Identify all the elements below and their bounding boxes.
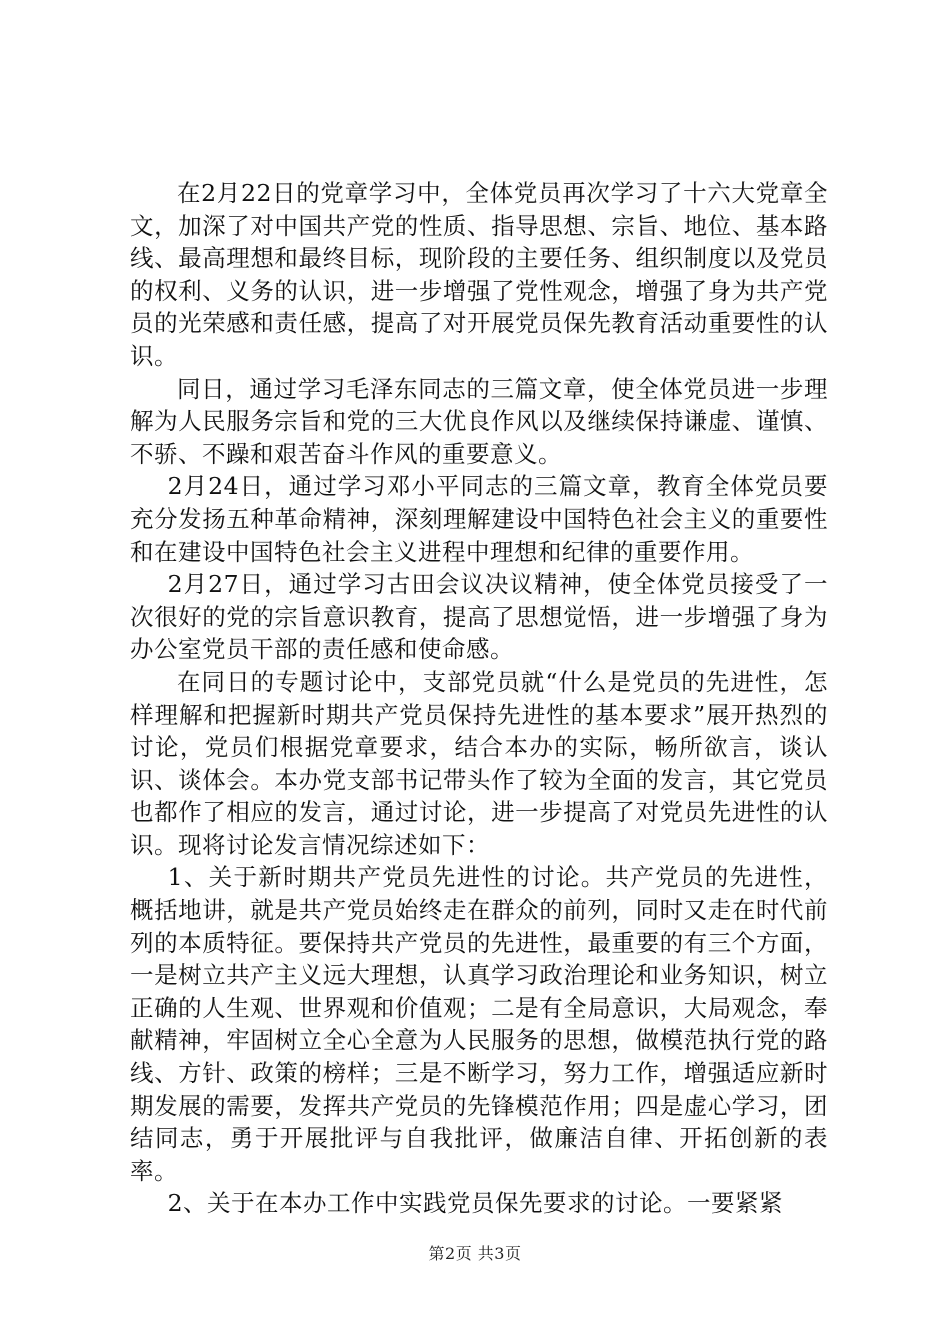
paragraph-mao-articles: 同日，通过学习毛泽东同志的三篇文章，使全体党员进一步理解为人民服务宗旨和党的三大优良作风以及继续保持谦虚、谨慎、不骄、不躁和艰苦奋斗作风的重要意义。 <box>130 374 828 468</box>
paragraph-deng-articles: 2月24日，通过学习邓小平同志的三篇文章，教育全体党员要充分发扬五种革命精神，深刻理解建设中国特色社会主义的重要性和在建设中国特色社会主义进程中理想和纪律的重要作用。 <box>130 472 828 566</box>
document-body <box>130 177 828 1220</box>
page-number-footer: 第2页 共3页 <box>428 1244 522 1263</box>
paragraph-discussion-point-1: 1、关于新时期共产党员先进性的讨论。共产党员的先进性，概括地讲，就是共产党员始终走在群众的前列，同时又走在时代前列的本质特征。要保持共产党员的先进性，最重要的有三个方面，一是树立共产主义远大理想，认真学习政治理论和业务知识，树立正确的人生观、世界观和价值观；二是有全局意识，大局观念，奉献精神，牢固树立全心全意为人民服务的思想，做模范执行党的路线、方针、政策的榜样；三是不断学习，努力工作，增强适应新时期发展的需要，发挥共产党员的先锋模范作用；四是虚心学习，团结同志，勇于开展批评与自我批评，做廉洁自律、开拓创新的表率。 <box>130 863 828 1185</box>
paragraph-gutian-meeting: 2月27日，通过学习古田会议决议精神，使全体党员接受了一次很好的党的宗旨意识教育，提高了思想觉悟，进一步增强了身为办公室党员干部的责任感和使命感。 <box>130 570 828 664</box>
paragraph-discussion-point-2: 2、关于在本办工作中实践党员保先要求的讨论。一要紧紧 <box>167 1189 784 1218</box>
paragraph-topic-discussion: 在同日的专题讨论中，支部党员就“什么是党员的先进性，怎样理解和把握新时期共产党员保持先进性的基本要求”展开热烈的讨论，党员们根据党章要求，结合本办的实际，畅所欲言，谈认识、谈体会。本办党支部书记带头作了较为全面的发言，其它党员也都作了相应的发言，通过讨论，进一步提高了对党员先进性的认识。现将讨论发言情况综述如下： <box>130 667 828 859</box>
paragraph-party-constitution-study: 在2月22日的党章学习中，全体党员再次学习了十六大党章全文，加深了对中国共产党的性质、指导思想、宗旨、地位、基本路线、最高理想和最终目标，现阶段的主要任务、组织制度以及党员的权利、义务的认识，进一步增强了党性观念，增强了身为共产党员的光荣感和责任感，提高了对开展党员保先教育活动重要性的认识。 <box>130 179 828 370</box>
